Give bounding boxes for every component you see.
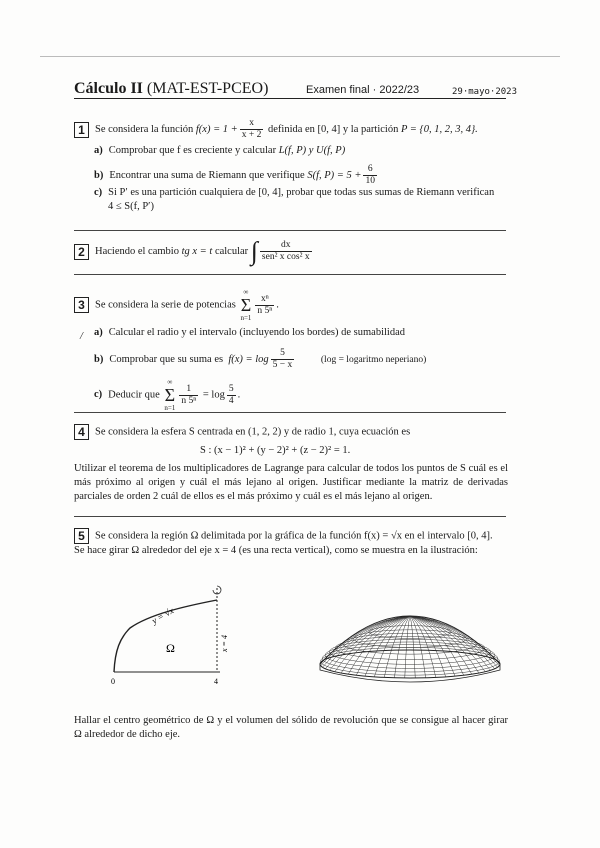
rule-4 xyxy=(74,516,506,517)
problem-4-equation: S : (x − 1)² + (y − 2)² + (z − 2)² = 1. xyxy=(200,445,351,456)
region-omega-figure xyxy=(96,580,256,690)
problem-5-closing: Hallar el centro geométrico de Ω y el volumen del sólido de revolución que se consigue al hacer girar Ω alrededor de dicho eje. xyxy=(74,715,508,740)
sigma-icon: ∞ Σ n=1 xyxy=(164,378,176,412)
problem-1-c: c) Si P′ es una partición cualquiera de [0, 4], probar que todas sus sumas de Riemann verifican 4 ≤ S(f, P′) xyxy=(94,187,495,212)
exam-date: 29·mayo·2023 xyxy=(452,87,518,97)
problem-3-c: c) Deducir que ∞ Σ n=1 $\frac{1}{\text{n 5ⁿ}}$ = log $\frac{5}{4}$ . xyxy=(94,378,241,412)
dome-parallel xyxy=(321,647,500,675)
problem-4-intro: 4 Se considera la esfera S centrada en (1, 2, 2) y de radio 1, cuya ecuación es xyxy=(74,424,514,440)
dome-meridian xyxy=(410,616,495,669)
rule-1 xyxy=(74,230,506,231)
rule-2 xyxy=(74,274,506,275)
problem-3-intro: 3 Se considera la serie de potencias ∞ Σ n=1 $\frac{\text{xⁿ}}{\text{n 5ⁿ}}$ . xyxy=(74,288,514,322)
rule-3 xyxy=(74,412,506,413)
problem-3-b: b) Comprobar que su suma es f(x) = log $\frac{5}{5 - x}$ (log = logaritmo neperiano) xyxy=(94,348,427,370)
course-title: Cálculo II (MAT-EST-PCEO) xyxy=(74,80,269,97)
problem-3-a: a) Calcular el radio y el intervalo (incluyendo los bordes) de sumabilidad xyxy=(94,327,405,338)
tick-4: 4 xyxy=(214,677,218,686)
pencil-mark: / xyxy=(80,331,83,342)
axis-label: x = 4 xyxy=(220,635,229,652)
tick-0: 0 xyxy=(111,677,115,686)
dome-parallel xyxy=(329,639,490,664)
problem-2: 2 Haciendo el cambio tg x = t calcular ∫ $\frac{dx}{\text{sen² x cos² x}}$ xyxy=(74,240,514,263)
problem-4-number: 4 xyxy=(74,424,89,440)
exam-label: Examen final · 2022/23 xyxy=(306,84,420,96)
integral-sign-icon: ∫ xyxy=(250,236,258,266)
header-rule xyxy=(74,98,506,99)
dome-outline xyxy=(320,616,500,664)
problem-5-intro: 5 Se considera la región Ω delimitada por la gráfica de la función f(x) = √x en el intervalo [0, 4]. Se hace girar Ω alrededor del eje x = 4 (es una recta vertical), como se muestra en la ilustración: xyxy=(74,529,493,556)
dome-meridian xyxy=(405,616,410,678)
dome-parallel xyxy=(335,636,485,659)
problem-1-a: a) Comprobar que f es creciente y calcular L(f, P) y U(f, P) xyxy=(94,145,346,156)
problem-1-intro: 1 Se considera la función f(x) = 1 + $\frac{x}{x + 2}$ definida en [0, 4] y la partición P = {0, 1, 2, 3, 4}. xyxy=(74,118,514,141)
region-label: Ω xyxy=(166,641,175,655)
curve-label: y = √x xyxy=(150,605,176,626)
dome-meridian xyxy=(410,616,415,678)
dome-mesh xyxy=(320,616,500,678)
problem-1-b: b) Encontrar una suma de Riemann que verifique S(f, P) = 5 + $\frac{6}{10}$ xyxy=(94,164,375,186)
page-top-rule xyxy=(40,56,560,57)
problem-2-number: 2 xyxy=(74,244,89,260)
problem-5-number: 5 xyxy=(74,528,89,544)
problem-3-number: 3 xyxy=(74,297,89,313)
dome-meridian xyxy=(325,616,410,669)
sigma-icon: ∞ Σ n=1 xyxy=(240,288,252,322)
dome-solid-figure xyxy=(310,590,510,700)
problem-4-body: Utilizar el teorema de los multiplicadores de Lagrange para calcular de todos los puntos de S cuál es el más próximo al origen y cuál el más lejano al origen. Justificar mediante la matriz de derivadas parciales de orden 2 cuál de ellos es el más próximo y cuál es el más lejano al origen. xyxy=(74,463,508,502)
dome-rim xyxy=(320,664,500,682)
problem-1-number: 1 xyxy=(74,122,89,138)
